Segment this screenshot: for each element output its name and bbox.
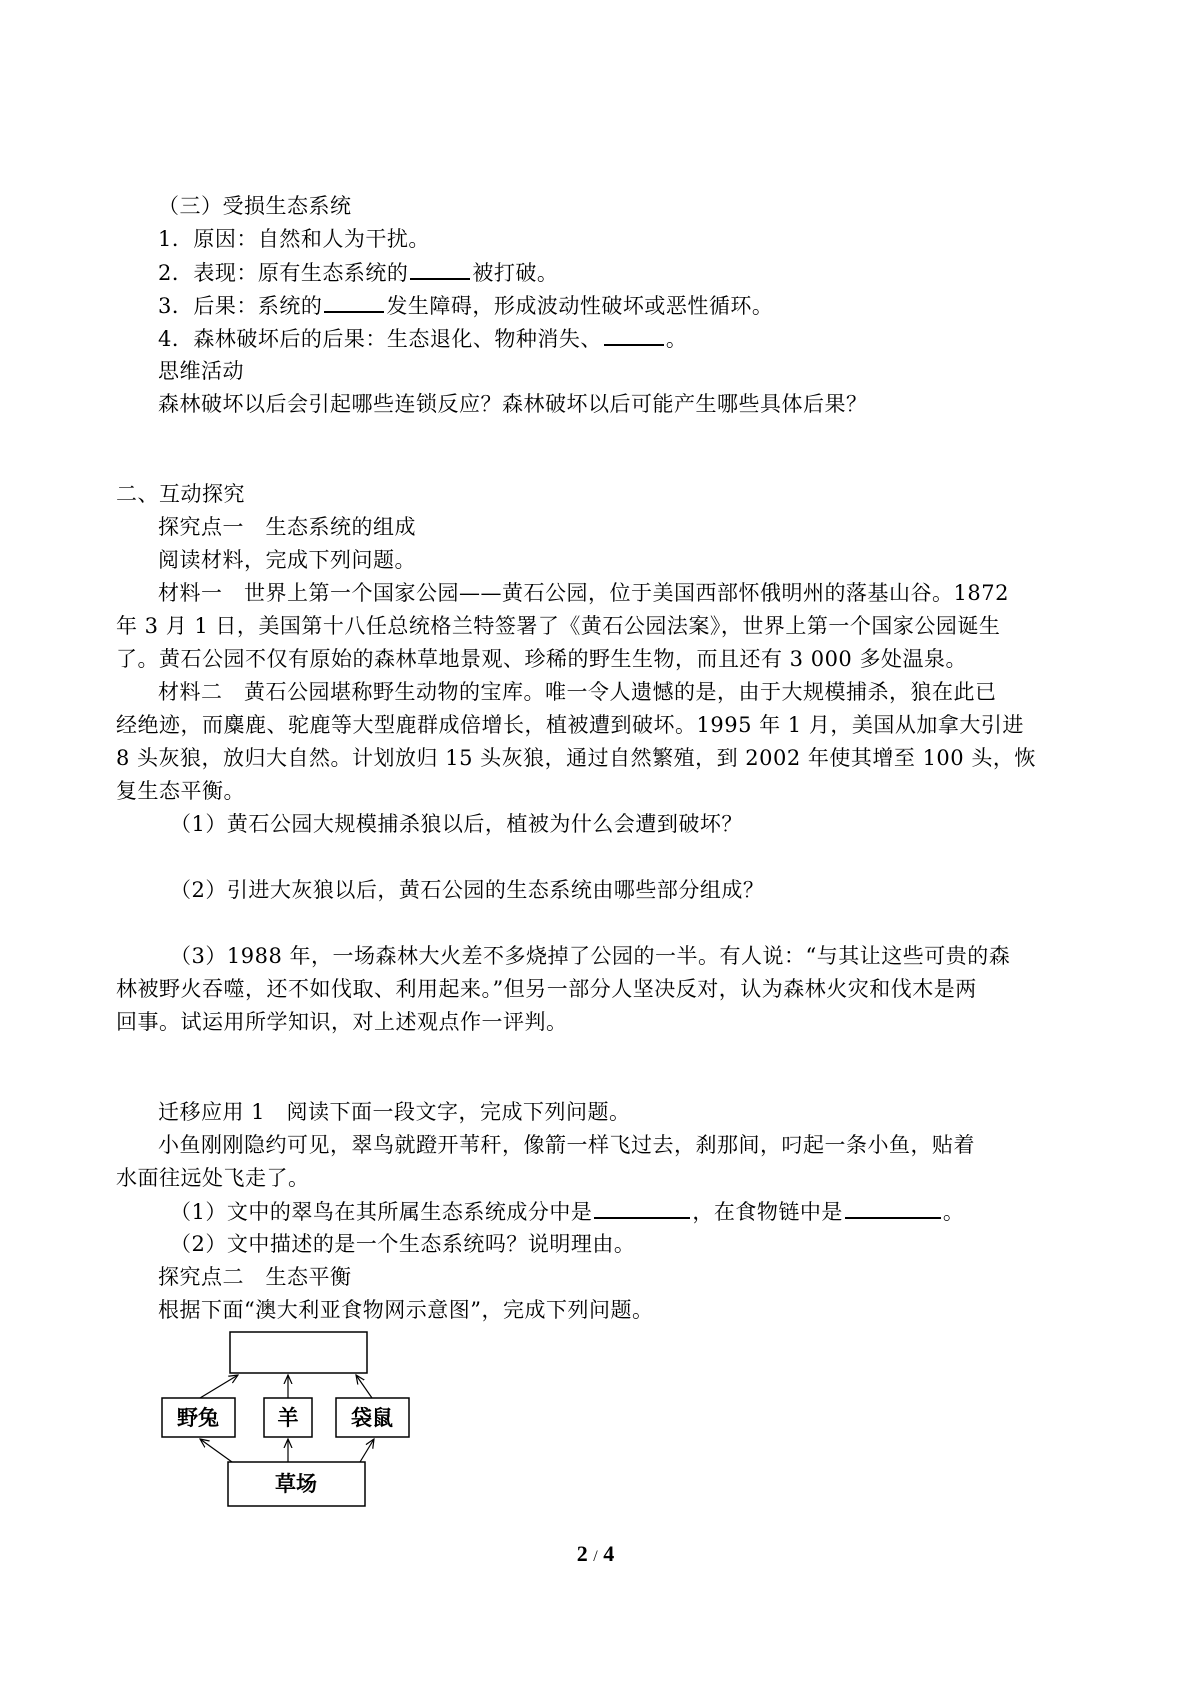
grassland-label: 草场: [275, 1471, 317, 1496]
question-text: ，在食物链中是: [692, 1200, 843, 1224]
activity-question: 森林破坏以后会引起哪些连锁反应？森林破坏以后可能产生哪些具体后果？: [158, 392, 868, 416]
sheep-label: 羊: [277, 1405, 299, 1430]
arrow-rabbit-top: [200, 1375, 238, 1398]
section-heading: （三）受损生态系统: [158, 194, 352, 218]
page-separator: /: [593, 1548, 598, 1565]
kangaroo-node: [336, 1398, 409, 1437]
page-number: [0, 1541, 1191, 1567]
food-web-diagram: [160, 1330, 440, 1510]
fill-blank[interactable]: [604, 324, 664, 346]
rabbit-node: [162, 1398, 235, 1437]
instruction: 根据下面“澳大利亚食物网示意图”，完成下列问题。: [158, 1298, 654, 1322]
material-two-line: 8 头灰狼，放归大自然。计划放归 15 头灰狼，通过自然繁殖，到 2002 年使其增至 100 头，恢: [116, 746, 1036, 770]
material-two-line: 复生态平衡。: [116, 779, 245, 803]
material-one-line: 了。黄石公园不仅有原始的森林草地景观、珍稀的野生生物，而且还有 3 000 多处温泉。: [116, 647, 967, 671]
fill-blank[interactable]: [324, 291, 384, 313]
item-text: 被打破。: [472, 261, 559, 285]
part-heading: 二、互动探究: [116, 482, 245, 506]
material-two-line: 经绝迹，而麋鹿、驼鹿等大型鹿群成倍增长，植被遭到破坏。1995 年 1 月，美国从加拿大引进: [116, 713, 1024, 737]
item-text: 3．后果：系统的: [158, 294, 323, 318]
transfer-heading: 迁移应用 1 阅读下面一段文字，完成下列问题。: [158, 1100, 631, 1124]
material-one-line: 年 3 月 1 日，美国第十八任总统格兰特签署了《黄石公园法案》，世界上第一个国家公园诞生: [116, 614, 1001, 638]
fill-blank[interactable]: [594, 1197, 690, 1219]
passage-line: 小鱼刚刚隐约可见，翠鸟就蹬开苇秆，像箭一样飞过去，刹那间，叼起一条小鱼，贴着: [158, 1133, 975, 1157]
rabbit-label: 野兔: [177, 1405, 219, 1430]
item-text: 。: [665, 327, 688, 351]
total-pages: 4: [603, 1541, 615, 1566]
grassland-node: [228, 1462, 365, 1506]
arrow-kangaroo-top: [356, 1375, 372, 1398]
instruction: 阅读材料，完成下列问题。: [158, 548, 416, 572]
kangaroo-label: 袋鼠: [351, 1405, 393, 1430]
subsection-heading: 探究点二 生态平衡: [158, 1265, 352, 1289]
list-item: [158, 324, 687, 353]
subsection-heading: 探究点一 生态系统的组成: [158, 515, 416, 539]
question-3-line: 林被野火吞噬，还不如伐取、利用起来。”但另一部分人坚决反对，认为森林火灾和伐木是两: [116, 977, 977, 1001]
activity-label: 思维活动: [158, 359, 244, 383]
list-item: [158, 291, 773, 320]
question-text: 。: [942, 1200, 965, 1224]
material-one-line: 材料一 世界上第一个国家公园——黄石公园，位于美国西部怀俄明州的落基山谷。1872: [158, 581, 1009, 605]
item-text: 发生障碍，形成波动性破坏或恶性循环。: [386, 294, 774, 318]
passage-line: 水面往远处飞走了。: [116, 1166, 310, 1190]
question-1: （1）黄石公园大规模捕杀狼以后，植被为什么会遭到破坏？: [170, 812, 743, 836]
top-consumer-box[interactable]: [230, 1332, 367, 1373]
item-text: 4．森林破坏后的后果：生态退化、物种消失、: [158, 327, 602, 351]
list-item: 1．原因：自然和人为干扰。: [158, 227, 430, 251]
sheep-node: [264, 1398, 312, 1437]
material-two-line: 材料二 黄石公园堪称野生动物的宝库。唯一令人遗憾的是，由于大规模捕杀，狼在此已: [158, 680, 997, 704]
question-3-line: 回事。试运用所学知识，对上述观点作一评判。: [116, 1010, 568, 1034]
current-page: 2: [576, 1541, 588, 1566]
list-item: [158, 258, 558, 287]
fill-blank[interactable]: [410, 258, 470, 280]
transfer-question-2: （2）文中描述的是一个生态系统吗？说明理由。: [170, 1232, 636, 1256]
arrow-grass-kangaroo: [360, 1439, 374, 1462]
question-text: （1）文中的翠鸟在其所属生态系统成分中是: [170, 1200, 593, 1224]
question-2: （2）引进大灰狼以后，黄石公园的生态系统由哪些部分组成？: [170, 878, 765, 902]
arrow-grass-rabbit: [200, 1439, 232, 1462]
item-text: 2．表现：原有生态系统的: [158, 261, 409, 285]
fill-blank[interactable]: [845, 1197, 941, 1219]
question-3-line: （3）1988 年，一场森林大火差不多烧掉了公园的一半。有人说：“与其让这些可贵的森: [170, 944, 1011, 968]
transfer-question-1: [170, 1197, 964, 1226]
